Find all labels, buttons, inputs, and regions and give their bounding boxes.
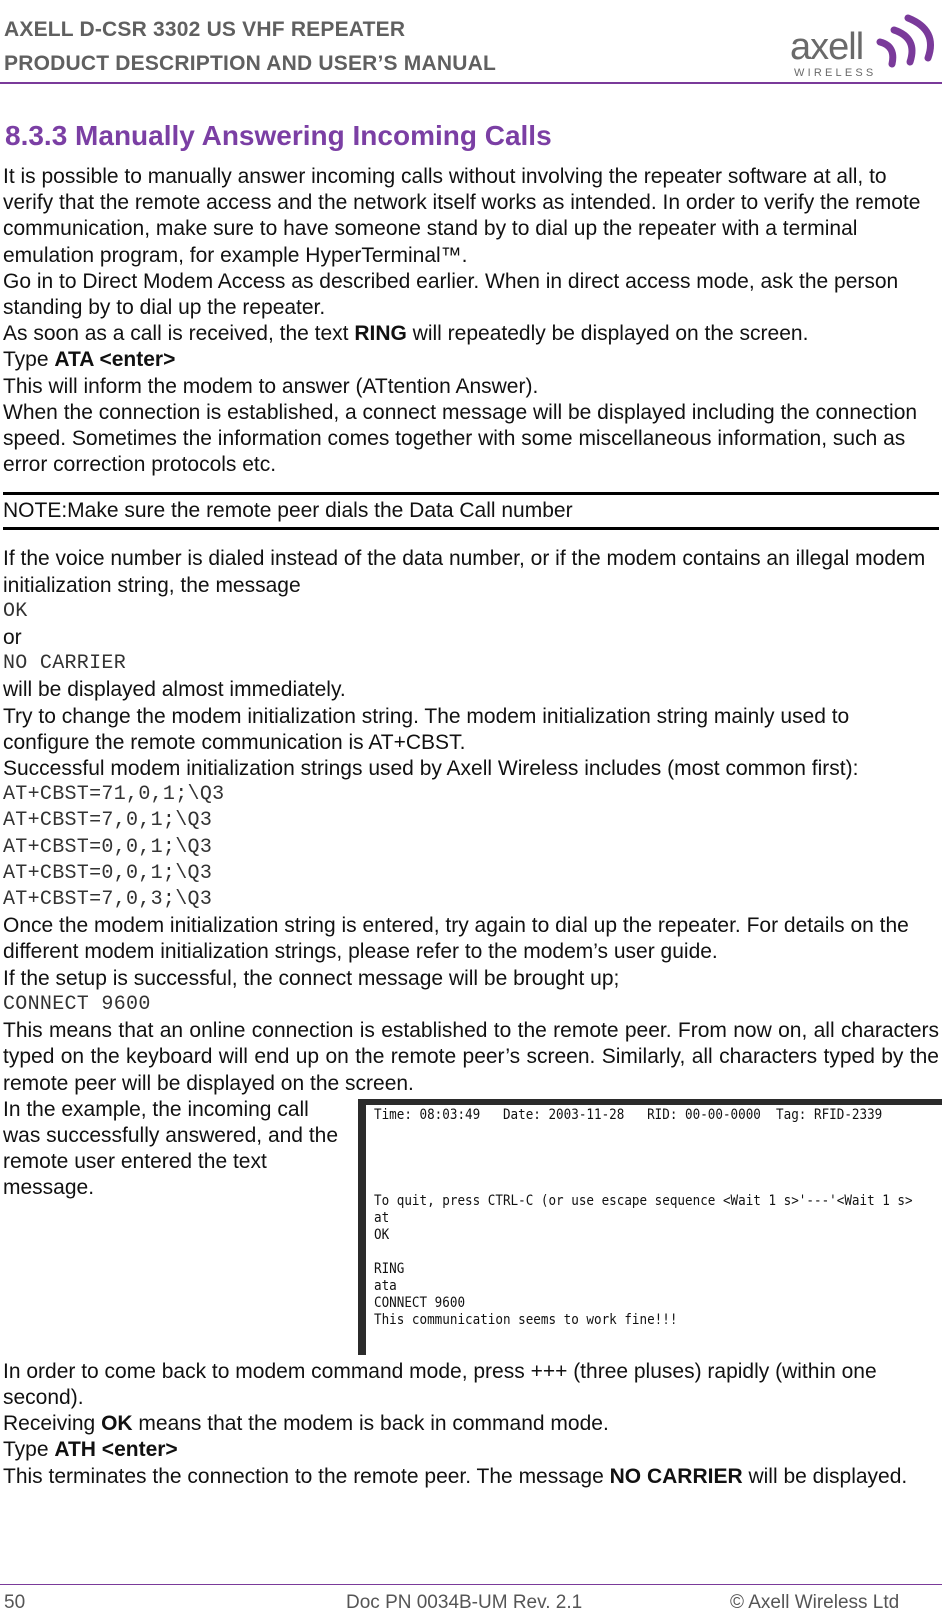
paragraph-displayed: will be displayed almost immediately. [3, 678, 346, 702]
example-caption: In the example, the incoming call was successfully answered, and the remote user entered the text message. [3, 1097, 339, 1200]
code-no-carrier: NO CARRIER [3, 652, 127, 676]
code-init-string: AT+CBST=71,0,1;\Q3 [3, 783, 225, 807]
code-init-string: AT+CBST=0,0,1;\Q3 [3, 861, 213, 885]
paragraph-online-connection: This means that an online connection is established to the remote peer. From now on, all characters typed on the keyboard will end up on the remote peer’s screen. Similarly, all characters typed by the remote peer will be displayed on the screen. [3, 1019, 939, 1095]
code-init-string: AT+CBST=7,0,3;\Q3 [3, 888, 213, 912]
text-or: or [3, 626, 22, 650]
paragraph-setup-success: If the setup is successful, the connect message will be brought up; [3, 966, 620, 990]
code-init-string: AT+CBST=0,0,1;\Q3 [3, 835, 213, 859]
paragraph-type-ata: Type ATA <enter> [3, 348, 176, 372]
ring-keyword: RING [354, 322, 407, 346]
note-box: NOTE:Make sure the remote peer dials the Data Call number [3, 492, 939, 530]
paragraph-voice-number: If the voice number is dialed instead of the data number, or if the modem contains an illegal modem initialization string, the message [3, 547, 926, 597]
terminal-line: at [374, 1209, 390, 1226]
logo-wordmark: axell [790, 26, 864, 68]
ata-command: ATA <enter> [54, 348, 176, 372]
paragraph-intro: It is possible to manually answer incoming calls without involving the repeater software at all, to verify that the remote access and the network itself works as intended. In order to verify the remote communication, make sure to have someone stand by to dial up the repeater with a terminal emulation program, for example HyperTerminal™. [3, 165, 921, 267]
footer-doc-number: Doc PN 0034B-UM Rev. 2.1 [346, 1592, 583, 1613]
main-content [3, 118, 939, 1490]
logo-subtitle: WIRELESS [794, 67, 877, 79]
terminal-line: To quit, press CTRL-C (or use escape sequence <Wait 1 s>'---'<Wait 1 s> [374, 1192, 913, 1209]
footer-page-number: 50 [4, 1592, 26, 1613]
footer-copyright: © Axell Wireless Ltd [730, 1592, 900, 1613]
paragraph-receiving-ok: Receiving OK means that the modem is back in command mode. [3, 1412, 609, 1436]
ath-command: ATH <enter> [54, 1438, 178, 1462]
terminal-line: RING [374, 1260, 405, 1277]
paragraph-try-again: Once the modem initialization string is entered, try again to dial up the repeater. For details on the different modem initialization strings, please refer to the modem’s user guide. [3, 914, 909, 964]
no-carrier-keyword: NO CARRIER [609, 1464, 743, 1488]
code-ok: OK [3, 599, 28, 623]
terminal-line: ata [374, 1277, 397, 1294]
paragraph-type-ath: Type ATH <enter> [3, 1438, 178, 1462]
code-init-string: AT+CBST=7,0,1;\Q3 [3, 809, 213, 833]
header-title: AXELL D-CSR 3302 US VHF REPEATER [4, 18, 406, 41]
paragraph-init-string: Try to change the modem initialization string. The modem initialization string mainly used to configure the remote communication is AT+CBST. [3, 704, 850, 754]
paragraph-connection: When the connection is established, a connect message will be displayed including the connection speed. Sometimes the information comes together with some miscellaneous information, such as error correction protocols etc. [3, 400, 918, 477]
example-section [3, 1097, 939, 1359]
paragraph-terminate: This terminates the connection to the remote peer. The message NO CARRIER will be displayed. [3, 1464, 908, 1488]
paragraph-command-mode: In order to come back to modem command mode, press +++ (three pluses) rapidly (within one second). [3, 1359, 877, 1409]
logo-arcs-icon [874, 12, 936, 74]
terminal-status-line: Time: 08:03:49 Date: 2003-11-28 RID: 00-00-0000 Tag: RFID-2339 [374, 1106, 883, 1123]
terminal-screenshot [358, 1099, 942, 1355]
paragraph-direct-access: Go in to Direct Modem Access as described earlier. When in direct access mode, ask the person standing by to dial up the repeater. [3, 269, 899, 320]
terminal-line: CONNECT 9600 [374, 1294, 466, 1311]
terminal-line: This communication seems to work fine!!! [374, 1311, 678, 1328]
section-title: 8.3.3 Manually Answering Incoming Calls [5, 120, 552, 151]
terminal-line: OK [374, 1226, 390, 1243]
page-header [0, 0, 942, 84]
paragraph-successful-strings: Successful modem initialization strings used by Axell Wireless includes (most common first): [3, 757, 859, 781]
ok-keyword: OK [101, 1412, 133, 1436]
paragraph-ata-info: This will inform the modem to answer (ATtention Answer). [3, 374, 539, 398]
axell-logo [780, 22, 940, 82]
header-divider [0, 82, 942, 84]
paragraph-ring: As soon as a call is received, the text RING will repeatedly be displayed on the screen. [3, 322, 809, 346]
header-subtitle: PRODUCT DESCRIPTION AND USER’S MANUAL [4, 52, 496, 75]
code-connect: CONNECT 9600 [3, 992, 151, 1016]
footer-divider [0, 1584, 942, 1585]
